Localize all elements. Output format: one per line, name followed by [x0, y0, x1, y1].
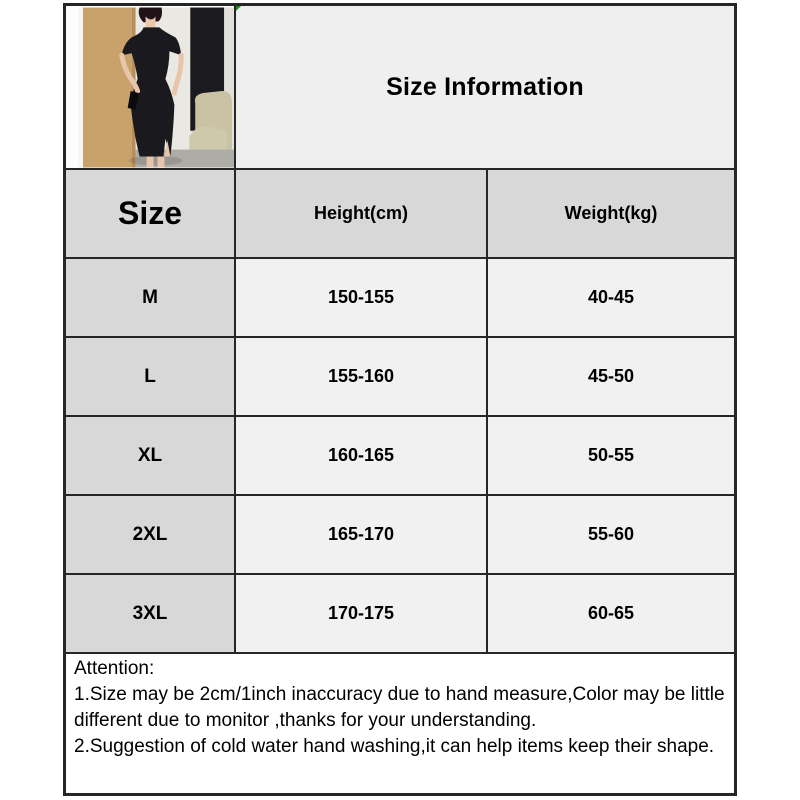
size-label-m: M — [66, 259, 236, 338]
weight-value-xl: 50-55 — [488, 417, 734, 496]
attention-note-2: 2.Suggestion of cold water hand washing,it can help items keep their shape. — [74, 736, 715, 757]
column-header-size: Size — [66, 170, 236, 259]
product-photo — [78, 7, 234, 168]
size-label-2xl: 2XL — [66, 496, 236, 575]
attention-note — [66, 654, 734, 793]
height-value-m: 150-155 — [236, 259, 488, 338]
column-header-height: Height(cm) — [236, 170, 488, 259]
size-label-3xl: 3XL — [66, 575, 236, 654]
height-value-3xl: 170-175 — [236, 575, 488, 654]
weight-value-2xl: 55-60 — [488, 496, 734, 575]
green-corner-marker-icon — [236, 6, 244, 13]
attention-heading: Attention: — [74, 658, 155, 679]
height-value-l: 155-160 — [236, 338, 488, 417]
size-label-xl: XL — [66, 417, 236, 496]
title-cell — [236, 6, 734, 170]
size-label-l: L — [66, 338, 236, 417]
page-title: Size Information — [386, 72, 584, 101]
column-header-weight: Weight(kg) — [488, 170, 734, 259]
height-value-xl: 160-165 — [236, 417, 488, 496]
height-value-2xl: 165-170 — [236, 496, 488, 575]
weight-value-m: 40-45 — [488, 259, 734, 338]
attention-note-1: 1.Size may be 2cm/1inch inaccuracy due to hand measure,Color may be little different due to monitor ,thanks for your understanding. — [74, 684, 725, 731]
size-information-table — [63, 3, 737, 796]
product-photo-cell — [66, 6, 236, 170]
weight-value-l: 45-50 — [488, 338, 734, 417]
weight-value-3xl: 60-65 — [488, 575, 734, 654]
